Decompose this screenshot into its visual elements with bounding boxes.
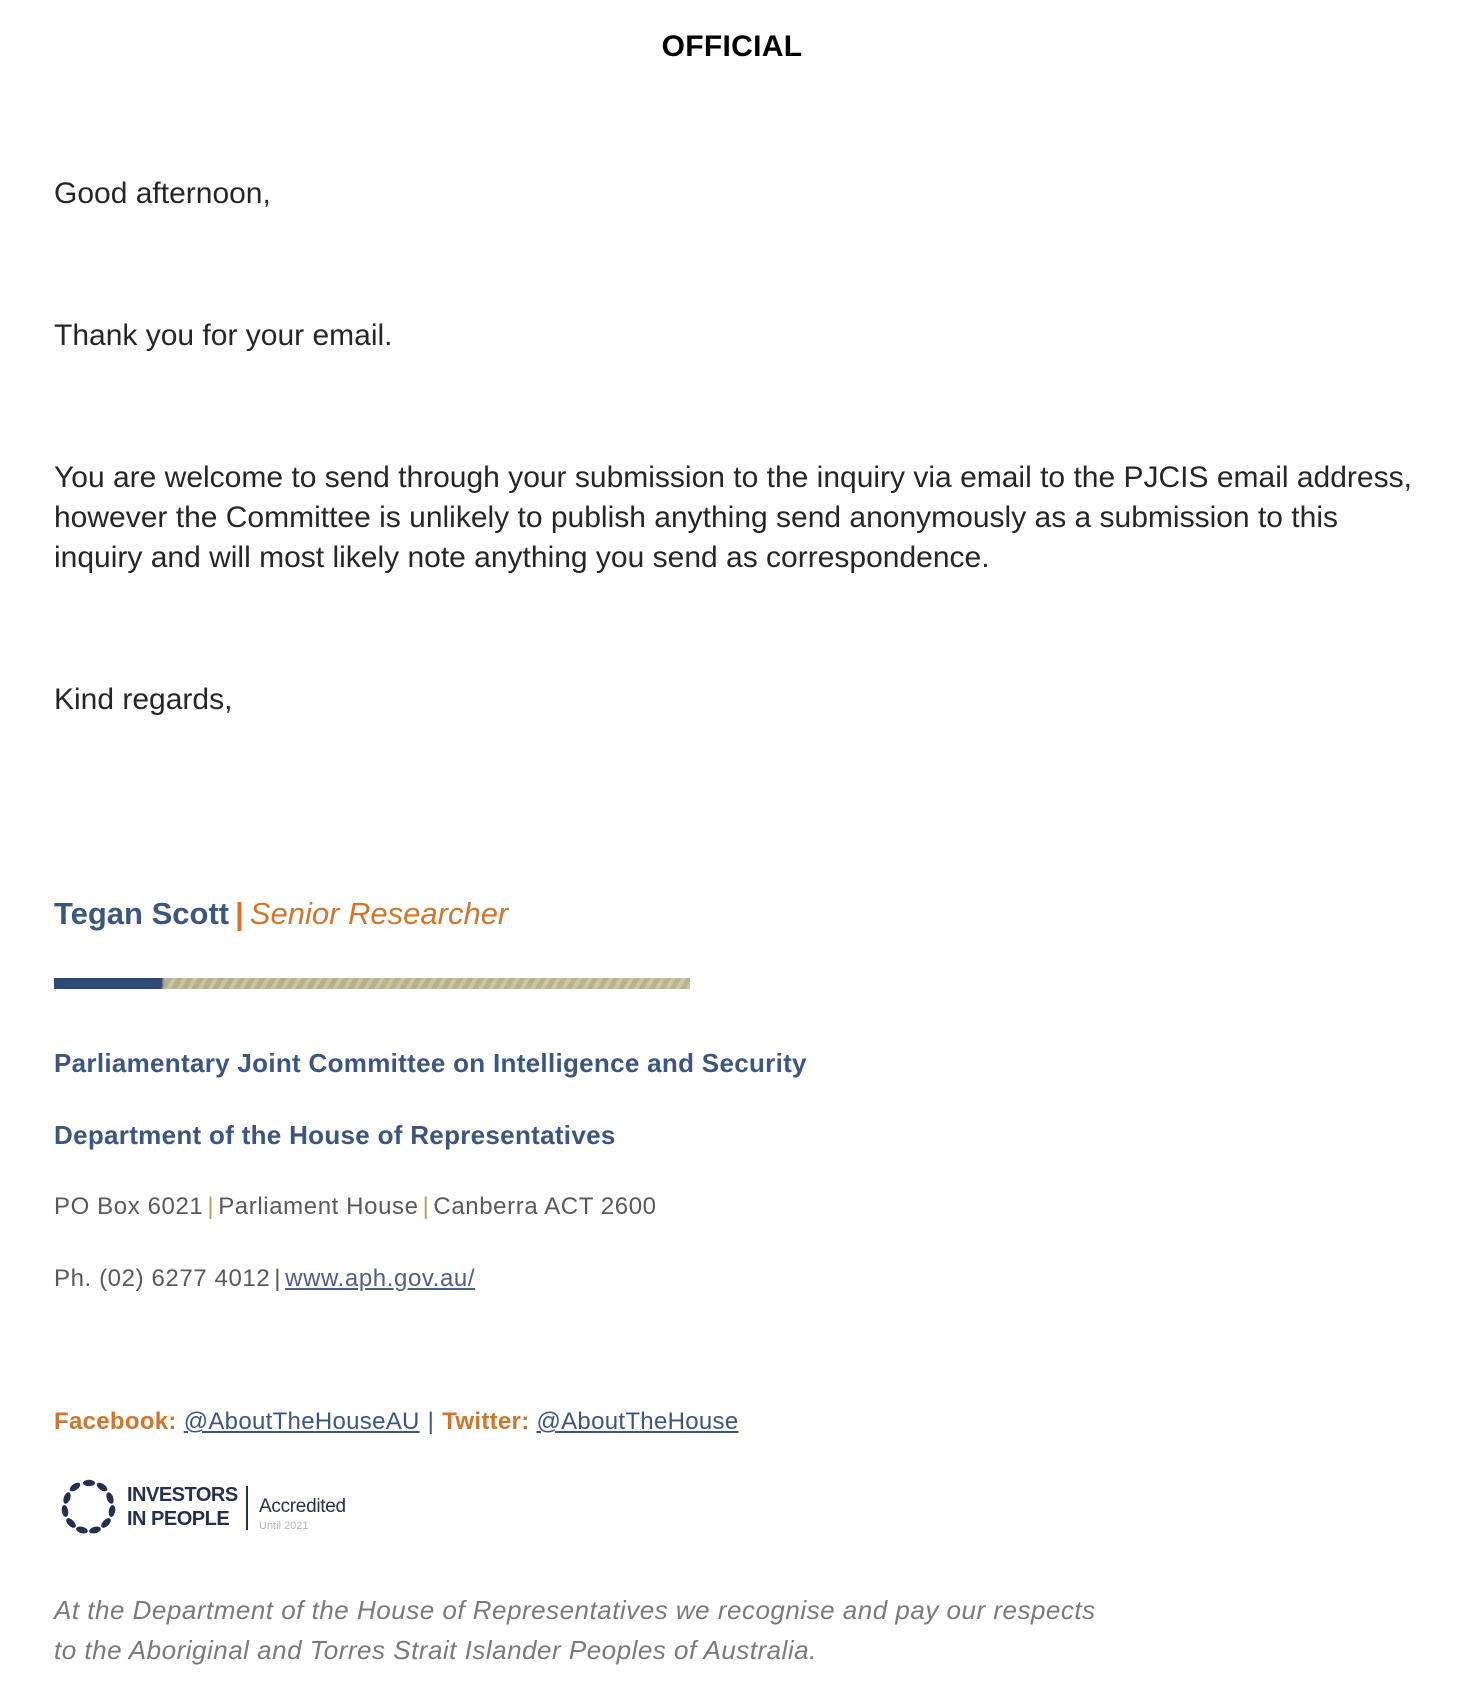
sender-name: Tegan Scott (54, 896, 230, 931)
po-box: PO Box 6021 (54, 1193, 204, 1220)
logo-text-investors: INVESTORS (127, 1484, 238, 1506)
signature-name-line (54, 896, 508, 932)
address-separator: | (422, 1193, 430, 1220)
twitter-link[interactable]: @AboutTheHouse (536, 1408, 739, 1435)
facebook-label: Facebook: (54, 1408, 177, 1435)
social-links (54, 1408, 738, 1436)
logo-divider (246, 1486, 248, 1530)
social-separator: | (427, 1408, 435, 1435)
logo-text-until: Until 2021 (259, 1520, 309, 1532)
logo-text-accredited: Accredited (259, 1496, 346, 1517)
facebook-link[interactable]: @AboutTheHouseAU (183, 1408, 420, 1435)
message-text: You are welcome to send through your submission to the inquiry via email to the PJCIS email address, however the Committee is unlikely to publish anything send anonymously as a submission to this inquiry and will most likely note anything you send as correspondence. (54, 461, 1412, 574)
logo-text-in-people: IN PEOPLE (127, 1508, 230, 1530)
address-separator: | (207, 1193, 215, 1220)
phone-number: Ph. (02) 6277 4012 (54, 1265, 271, 1292)
greeting-text: Good afternoon, (54, 177, 271, 210)
closing-text: Kind regards, (54, 683, 233, 716)
city: Canberra ACT 2600 (433, 1193, 657, 1220)
building: Parliament House (218, 1193, 419, 1220)
contact-separator: | (274, 1265, 282, 1292)
classification-label: OFFICIAL (661, 30, 803, 63)
website-link[interactable]: www.aph.gov.au/ (285, 1265, 476, 1292)
investors-in-people-logo (54, 1470, 360, 1548)
contact-line (54, 1265, 475, 1293)
acknowledgement-line-1: At the Department of the House of Representatives we recognise and pay our respects (54, 1595, 1096, 1625)
twitter-label: Twitter: (442, 1408, 530, 1435)
sender-role: Senior Researcher (249, 896, 509, 931)
department-name: Department of the House of Representatives (54, 1120, 616, 1150)
acknowledgement-line-2: to the Aboriginal and Torres Strait Islander Peoples of Australia. (54, 1635, 817, 1665)
signature-divider (54, 978, 690, 989)
thanks-text: Thank you for your email. (54, 319, 393, 352)
postal-address (54, 1193, 657, 1221)
name-separator: | (235, 896, 244, 931)
committee-name: Parliamentary Joint Committee on Intelligence and Security (54, 1048, 807, 1078)
laurel-wreath-icon (58, 1476, 120, 1538)
acknowledgement-of-country (54, 1590, 1254, 1670)
